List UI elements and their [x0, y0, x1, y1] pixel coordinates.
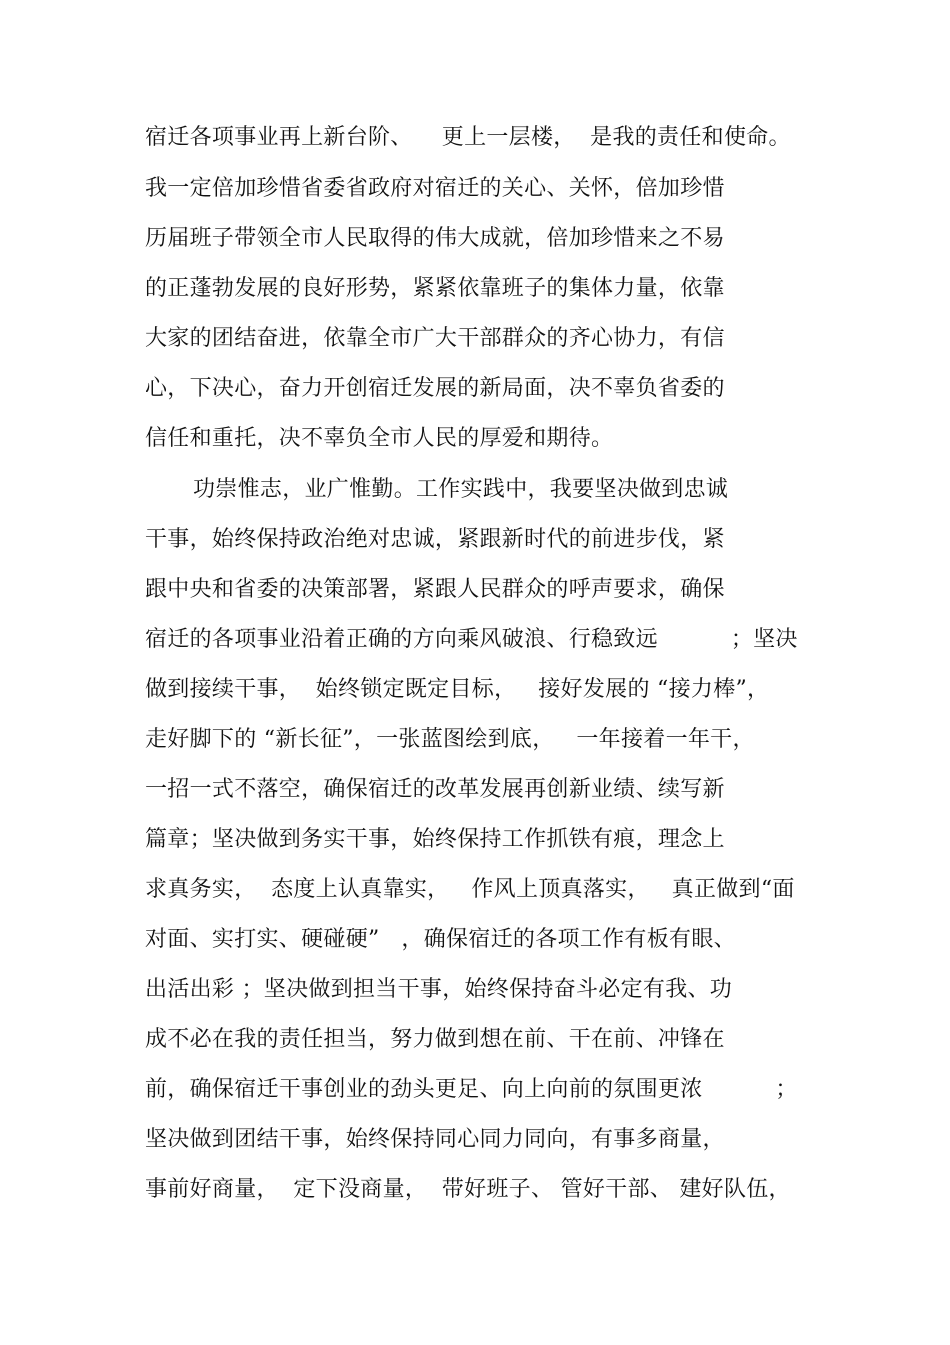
text-line: 走好脚下的 “新长征”，一张蓝图绘到底， 一年接着一年干，: [145, 727, 755, 752]
text-line: 我一定倍加珍惜省委省政府对宿迁的关心、关怀，倍加珍惜: [145, 176, 725, 201]
text-line: 前，确保宿迁干事创业的劲头更足、向上向前的氛围更浓 ；: [145, 1077, 798, 1102]
text-line: 大家的团结奋进，依靠全市广大干部群众的齐心协力，有信: [145, 326, 725, 351]
text-line: 心，下决心，奋力开创宿迁发展的新局面，决不辜负省委的: [145, 376, 725, 401]
text-line: 出活出彩 ；坚决做到担当干事，始终保持奋斗必定有我、功: [145, 977, 733, 1002]
text-line: 坚决做到团结干事，始终保持同心同力同向，有事多商量，: [145, 1127, 725, 1152]
text-line: 宿迁的各项事业沿着正确的方向乘风破浪、行稳致远 ；坚决: [145, 627, 798, 652]
text-line: 求真务实， 态度上认真靠实， 作风上顶真落实， 真正做到“面: [145, 877, 795, 902]
text-line: 成不必在我的责任担当，努力做到想在前、干在前、冲锋在: [145, 1027, 725, 1052]
text-line: 一招一式不落空，确保宿迁的改革发展再创新业绩、续写新: [145, 777, 725, 802]
text-line: 历届班子带领全市人民取得的伟大成就，倍加珍惜来之不易: [145, 226, 725, 251]
paragraph-first-line: 功崇惟志，业广惟勤。工作实践中，我要坚决做到忠诚: [193, 477, 729, 502]
text-line: 的正蓬勃发展的良好形势，紧紧依靠班子的集体力量，依靠: [145, 276, 725, 301]
text-line: 信任和重托，决不辜负全市人民的厚爱和期待。: [145, 426, 614, 451]
text-line: 宿迁各项事业再上新台阶、 更上一层楼， 是我的责任和使命。: [145, 125, 791, 150]
text-line: 事前好商量， 定下没商量， 带好班子、 管好干部、 建好队伍，: [145, 1177, 791, 1202]
text-line: 篇章；坚决做到务实干事，始终保持工作抓铁有痕，理念上: [145, 827, 725, 852]
text-line: 对面、实打实、硬碰硬” ，确保宿迁的各项工作有板有眼、: [145, 927, 736, 952]
text-line: 干事，始终保持政治绝对忠诚，紧跟新时代的前进步伐，紧: [145, 527, 725, 552]
text-line: 做到接续干事， 始终锁定既定目标， 接好发展的 “接力棒”，: [145, 677, 770, 702]
text-line: 跟中央和省委的决策部署，紧跟人民群众的呼声要求，确保: [145, 577, 725, 602]
